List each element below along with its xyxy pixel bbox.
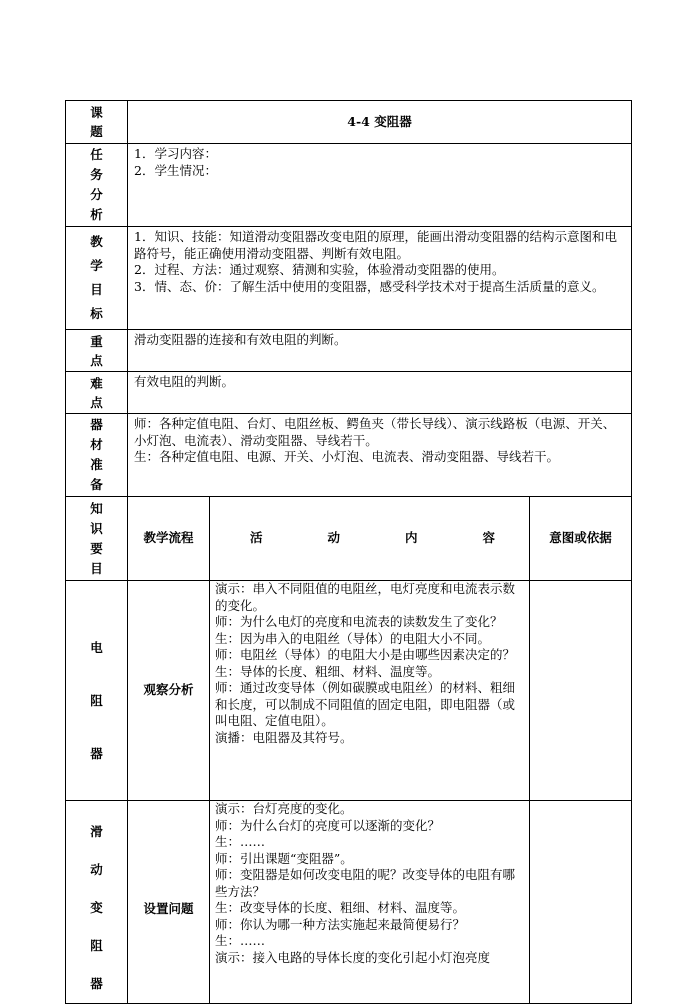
section-activity — [210, 801, 530, 1004]
activity-line: 演示：串入不同阻值的电阻丝，电灯亮度和电流表示数的变化。 — [215, 581, 516, 613]
goals-label: 教学目标 — [90, 234, 103, 321]
task-label: 任务分析 — [90, 147, 103, 222]
section-label-cell — [66, 801, 128, 1004]
equipment-label: 器材准备 — [90, 417, 103, 492]
section-flow: 观察分析 — [143, 682, 194, 698]
activity-line: 师：引出课题“变阻器”。 — [215, 850, 353, 866]
task-line: 1．学习内容： — [134, 146, 217, 161]
goals-row — [66, 227, 632, 330]
lesson-title: 4-4 变阻器 — [347, 113, 412, 129]
goals-label-cell — [66, 227, 128, 330]
title-cell — [128, 101, 632, 144]
activity-line: 演示：台灯亮度的变化。 — [215, 801, 353, 816]
activity-line: 演播：电阻器及其符号。 — [215, 729, 353, 745]
equipment-row — [66, 414, 632, 497]
difficulty-label-cell — [66, 372, 128, 414]
task-line: 2．学生情况： — [134, 162, 217, 178]
task-label-cell — [66, 144, 128, 227]
activity-line: 生：…… — [215, 933, 266, 948]
equipment-content — [128, 414, 632, 497]
activity-header-char: 内 — [404, 530, 418, 546]
flow-header — [128, 497, 210, 581]
activity-header-char: 容 — [482, 530, 495, 546]
section-activity — [210, 581, 530, 801]
activity-line: 生：因为串入的电阻丝（导体）的电阻大小不同。 — [215, 630, 491, 646]
section-flow: 设置问题 — [143, 901, 194, 916]
key-point-text: 滑动变阻器的连接和有效电阻的判断。 — [134, 332, 347, 347]
section-resistor-row — [66, 581, 632, 801]
column-header-row — [66, 497, 632, 581]
goal-line: 1．知识、技能：知道滑动变阻器改变电阻的原理，能画出滑动变阻器的结构示意图和电路符号，能正确使用滑动变阻器、判断有效电阻。 — [134, 229, 617, 261]
activity-line: 生：改变导体的长度、粗细、材料、温度等。 — [215, 900, 466, 915]
knowledge-label: 知识要目 — [90, 500, 103, 576]
section-flow-cell — [128, 581, 210, 801]
activity-header — [210, 497, 530, 581]
section-label-cell — [66, 581, 128, 801]
topic-label: 课题 — [90, 105, 103, 139]
difficulty-label: 难点 — [90, 375, 103, 410]
difficulty-row — [66, 372, 632, 414]
activity-line: 师：为什么电灯的亮度和电流表的读数发生了变化？ — [215, 614, 503, 629]
intent-header-label: 意图或依据 — [549, 530, 612, 546]
difficulty-point-text: 有效电阻的判断。 — [134, 374, 235, 389]
section-rheostat-row — [66, 801, 632, 1004]
knowledge-label-cell — [66, 497, 128, 581]
activity-line: 师：通过改变导体（例如碳膜或电阻丝）的材料、粗细和长度，可以制成不同阻值的固定电阻，即电阻器（或叫电阻、定值电阻）。 — [215, 680, 516, 728]
task-row — [66, 144, 632, 227]
equipment-line: 师：各种定值电阻、台灯、电阻丝板、鳄鱼夹（带长导线）、演示线路板（电源、开关、小灯泡、电流表）、滑动变阻器、导线若干。 — [134, 416, 616, 448]
key-label: 重点 — [90, 333, 103, 368]
section-label: 电阻器 — [90, 640, 103, 761]
goal-line: 3．情、态、价：了解生活中使用的变阻器，感受科学技术对于提高生活质量的意义。 — [134, 278, 605, 294]
activity-line: 师：变阻器是如何改变电阻的呢？改变导体的电阻有哪些方法？ — [215, 867, 516, 899]
section-label: 滑动变阻器 — [90, 824, 103, 991]
section-intent — [530, 801, 632, 1004]
activity-line: 师：电阻丝（导体）的电阻大小是由哪些因素决定的？ — [215, 647, 516, 662]
key-content — [128, 330, 632, 372]
difficulty-content — [128, 372, 632, 414]
activity-line: 师：为什么台灯的亮度可以逐渐的变化？ — [215, 817, 441, 833]
activity-line: 生：…… — [215, 834, 266, 849]
key-row — [66, 330, 632, 372]
intent-header — [530, 497, 632, 581]
title-row — [66, 101, 632, 144]
key-label-cell — [66, 330, 128, 372]
activity-line: 生：导体的长度、粗细、材料、温度等。 — [215, 663, 441, 679]
section-flow-cell — [128, 801, 210, 1004]
activity-line: 师：你认为哪一种方法实施起来最简便易行？ — [215, 916, 466, 932]
equipment-label-cell — [66, 414, 128, 497]
goals-content — [128, 227, 632, 330]
activity-header-char: 动 — [327, 530, 340, 546]
equipment-line: 生：各种定值电阻、电源、开关、小灯泡、电流表、滑动变阻器、导线若干。 — [134, 449, 560, 464]
section-intent — [530, 581, 632, 801]
lesson-plan-table — [65, 100, 632, 1004]
activity-header-char: 活 — [250, 530, 263, 546]
flow-header-label: 教学流程 — [143, 530, 194, 546]
topic-label-cell — [66, 101, 128, 144]
goal-line: 2．过程、方法：通过观察、猜测和实验，体验滑动变阻器的使用。 — [134, 262, 505, 277]
task-content — [128, 144, 632, 227]
activity-line: 演示：接入电路的导体长度的变化引起小灯泡亮度 — [215, 949, 491, 965]
